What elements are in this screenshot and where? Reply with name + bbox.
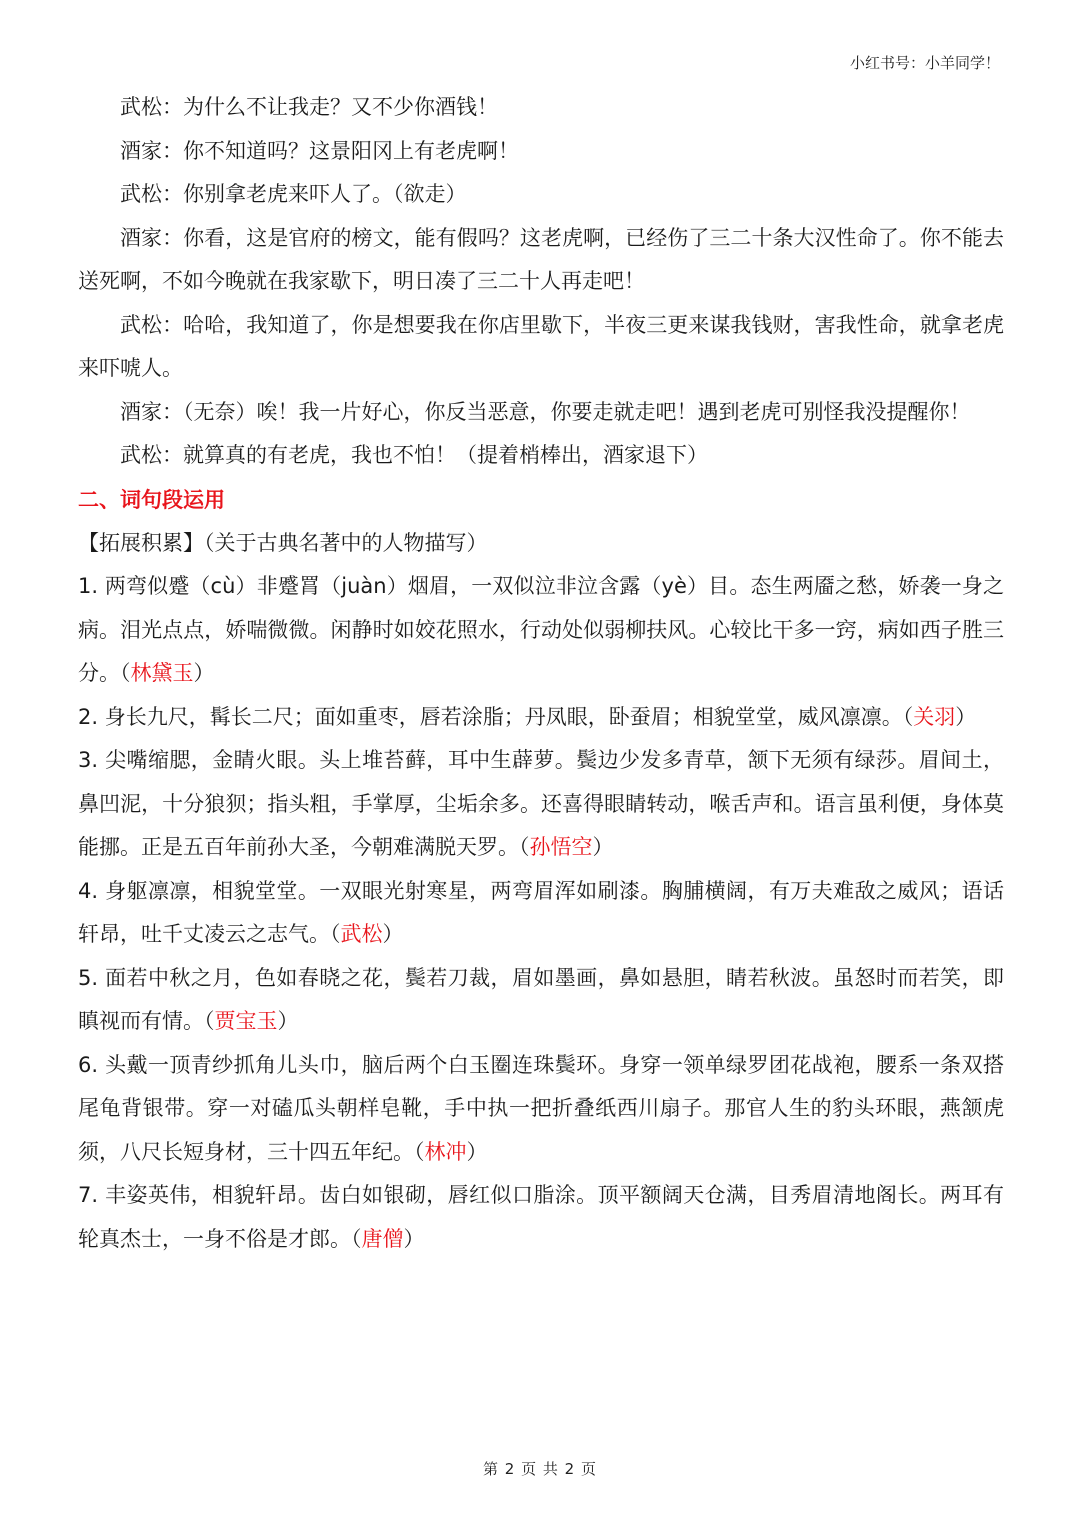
list-item: [78, 1174, 1004, 1261]
dialogue-line: 武松：哈哈，我知道了，你是想要我在你店里歇下，半夜三更来谋我钱财，害我性命，就拿老虎来吓唬人。: [78, 312, 1004, 380]
item-text: 6. 头戴一顶青纱抓角儿头巾，脑后两个白玉圈连珠鬓环。身穿一领单绿罗团花战袍，腰系一条双搭尾龟背银带。穿一对磕瓜头朝样皂靴，手中执一把折叠纸西川扇子。那官人生的豹头环眼，燕颔虎须，八尺长短身材，三十四五年纪。: [78, 1052, 1004, 1164]
list-item: [78, 1044, 1004, 1175]
character-name: 武松: [340, 922, 383, 946]
item-text: 5. 面若中秋之月，色如春晓之花，鬓若刀裁，眉如墨画，鼻如悬胆，睛若秋波。虽怒时而若笑，即瞋视而有情。: [78, 965, 1004, 1033]
dialogue-line: 武松：为什么不让我走？又不少你酒钱！: [120, 95, 498, 119]
dialogue-line: 武松：就算真的有老虎，我也不怕！（提着梢棒出，酒家退下）: [120, 443, 708, 467]
list-item: [78, 957, 1004, 1044]
paren-open: （: [414, 1139, 425, 1164]
paren-close: ）: [466, 1139, 488, 1164]
item-text: 1. 两弯似蹙（cù）非蹙罥（juàn）烟眉，一双似泣非泣含露（yè）目。态生两靥之愁，娇袭一身之病。泪光点点，娇喘微微。闲静时如姣花照水，行动处似弱柳扶风。心较比干多一窍，病如西子胜三分。: [78, 574, 1004, 685]
dialogue-line: 酒家：你看，这是官府的榜文，能有假吗？这老虎啊，已经伤了三二十条大汉性命了。你不能去送死啊，不如今晚就在我家歇下，明日凑了三二十人再走吧！: [78, 225, 1004, 293]
list-item: [78, 696, 1004, 740]
character-name: 孙悟空: [529, 835, 593, 859]
character-name: 林黛玉: [130, 661, 194, 685]
page-footer: 第 2 页 共 2 页: [483, 1460, 597, 1478]
description-list: [78, 565, 1004, 1261]
dialogue-line: 酒家：（无奈）唉！我一片好心，你反当恶意，你要走就走吧！遇到老虎可别怪我没提醒你！: [120, 399, 971, 424]
paren-open: （: [902, 704, 914, 729]
item-text: 7. 丰姿英伟，相貌轩昂。齿白如银砌，唇红似口脂涂。顶平额阔天仓满，目秀眉清地阁长。两耳有轮真杰士，一身不俗是才郎。: [78, 1183, 1004, 1251]
list-item: [78, 739, 1004, 870]
paren-open: （: [120, 661, 131, 685]
list-item: [78, 565, 1004, 696]
paren-close: ）: [193, 661, 215, 685]
item-text: 3. 尖嘴缩腮，金睛火眼。头上堆苔藓，耳中生薜萝。鬓边少发多青草，颔下无须有绿莎。眉间土，鼻凹泥，十分狼狈；指头粗，手掌厚，尘垢余多。还喜得眼睛转动，喉舌声和。语言虽利便，身体莫能挪。正是五百年前孙大圣，今朝难满脱天罗。: [78, 748, 1004, 859]
paren-close: ）: [955, 704, 977, 729]
paren-open: （: [351, 1226, 362, 1251]
dialogue-block: [78, 86, 1004, 478]
paren-close: ）: [277, 1009, 299, 1033]
dialogue-line: 酒家：你不知道吗？这景阳冈上有老虎啊！: [120, 138, 519, 163]
header-note: 小红书号：小羊同学！: [849, 54, 1000, 72]
item-text: 4. 身躯凛凛，相貌堂堂。一双眼光射寒星，两弯眉浑如刷漆。胸脯横阔，有万夫难敌之威风；语话轩昂，吐千丈凌云之志气。: [78, 878, 1004, 946]
list-item: [78, 870, 1004, 957]
document-body: [78, 86, 1004, 1261]
section-title: 二、词句段运用: [78, 487, 225, 512]
section-subtitle: 【拓展积累】（关于古典名著中的人物描写）: [78, 530, 488, 555]
paren-open: （: [330, 922, 341, 946]
character-name: 关羽: [913, 704, 956, 729]
item-text: 2. 身长九尺，髯长二尺；面如重枣，唇若涂脂；丹凤眼，卧蚕眉；相貌堂堂，威风凛凛。: [78, 704, 903, 729]
paren-open: （: [204, 1009, 215, 1033]
character-name: 唐僧: [361, 1226, 404, 1251]
character-name: 贾宝玉: [214, 1009, 278, 1033]
paren-open: （: [519, 835, 530, 859]
paren-close: ）: [382, 922, 404, 946]
paren-close: ）: [592, 835, 614, 859]
paren-close: ）: [403, 1226, 425, 1251]
character-name: 林冲: [424, 1139, 467, 1164]
dialogue-line: 武松：你别拿老虎来吓人了。（欲走）: [120, 182, 467, 206]
